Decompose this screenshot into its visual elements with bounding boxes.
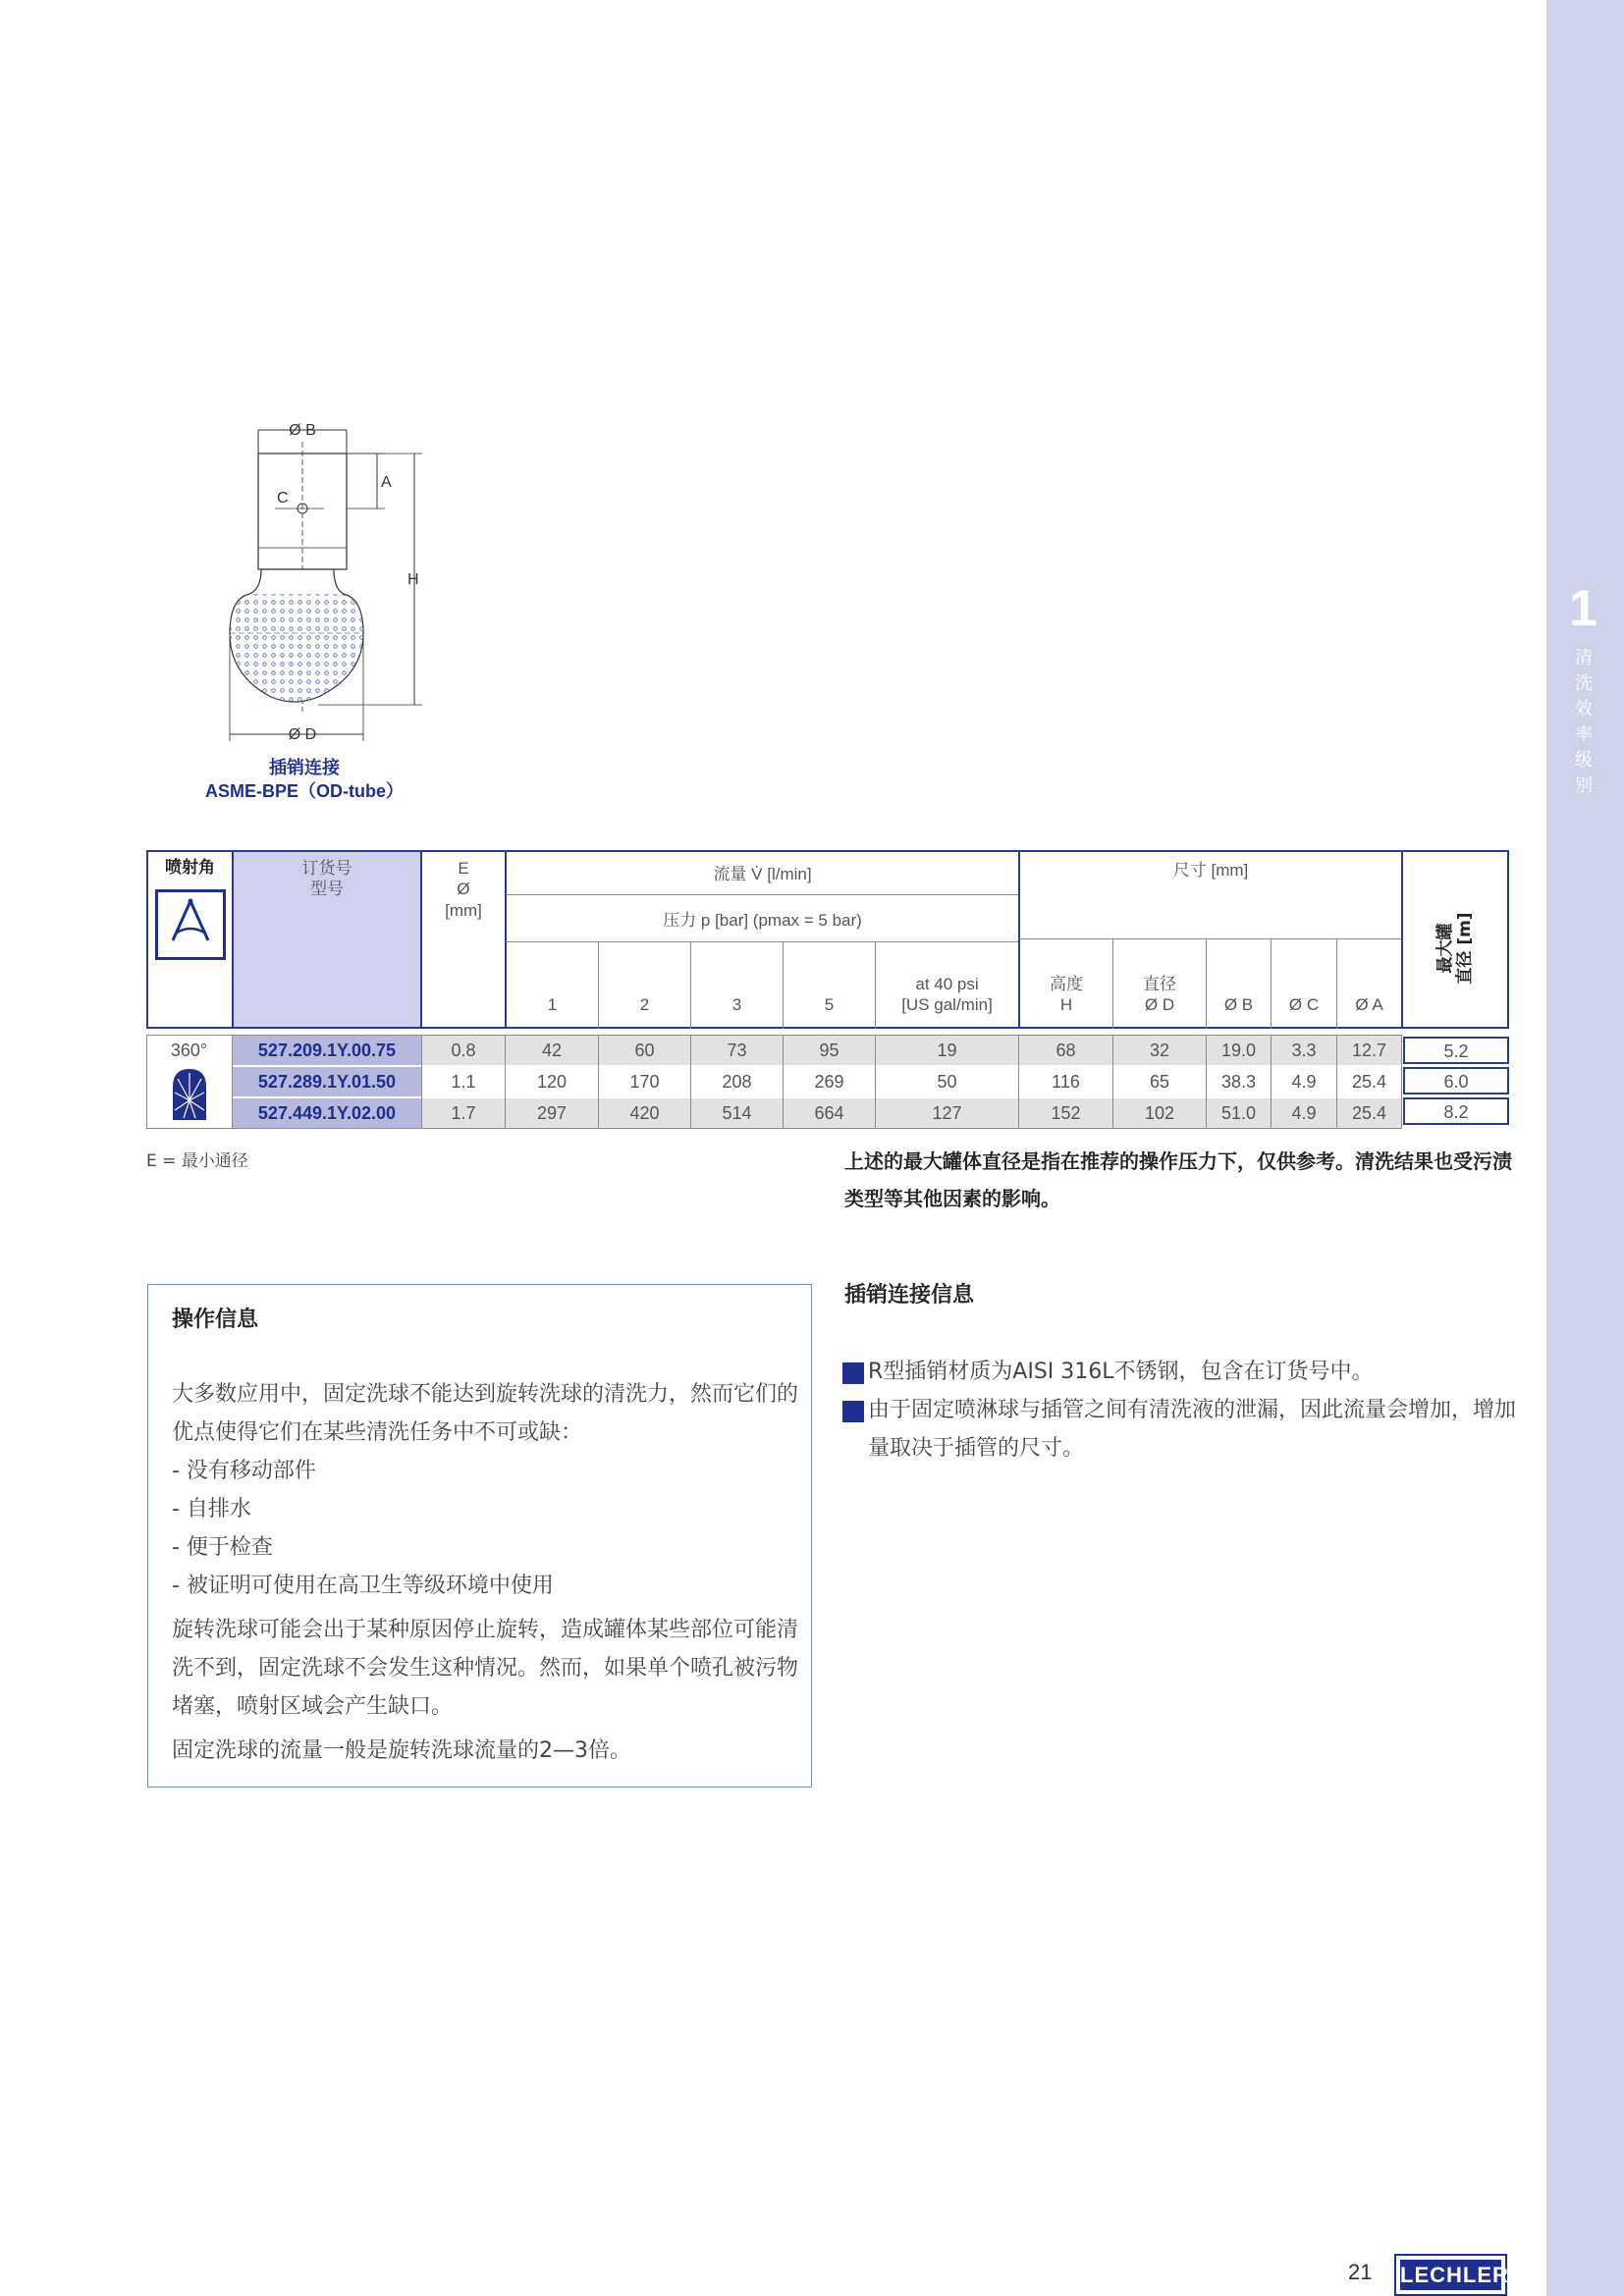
operation-info-box — [147, 1284, 812, 1788]
dim-b-cell: 38.3 — [1220, 1072, 1257, 1092]
height-cell: 152 — [1051, 1103, 1081, 1123]
flow-header: 流量 V̇ [l/min] — [713, 865, 812, 883]
spray-pattern-icon — [170, 1067, 209, 1122]
e-header-2: Ø — [457, 880, 470, 898]
spray-angle-header: 喷射角 — [165, 858, 215, 878]
list-item — [842, 1353, 1520, 1391]
flow-5bar-cell: 269 — [814, 1072, 844, 1092]
dim-b-cell: 51.0 — [1220, 1103, 1257, 1123]
flow-1bar-cell: 42 — [541, 1041, 563, 1060]
flow-psi-cell: 19 — [937, 1041, 957, 1060]
dim-a-label: A — [381, 474, 392, 491]
operation-bullet: - 便于检查 — [172, 1535, 273, 1560]
chapter-sidebar — [1546, 0, 1624, 2296]
order-number-cell: 527.449.1Y.02.00 — [233, 1098, 421, 1128]
flow-3bar-cell: 73 — [727, 1041, 747, 1060]
order-header-1: 订货号 — [301, 859, 352, 878]
page-number: 21 — [1348, 2260, 1373, 2284]
e-cell: 1.7 — [451, 1103, 476, 1123]
e-header-3: [mm] — [445, 901, 482, 920]
height-header-1: 高度 — [1050, 975, 1083, 993]
list-item — [842, 1391, 1520, 1468]
diameter-cell: 32 — [1149, 1041, 1170, 1060]
dim-d-label: Ø D — [288, 726, 317, 743]
height-header-2: H — [1059, 995, 1073, 1014]
order-header-2: 型号 — [310, 880, 344, 898]
flow-5bar-cell: 95 — [819, 1041, 839, 1060]
e-cell: 1.1 — [451, 1072, 476, 1092]
operation-bullet: - 被证明可使用在高卫生等级环境中使用 — [172, 1574, 554, 1598]
operation-intro: 大多数应用中，固定洗球不能达到旋转洗球的清洗力，然而它们的优点使得它们在某些清洗任务中不可或缺： — [172, 1382, 799, 1445]
dim-a-cell: 12.7 — [1351, 1041, 1387, 1060]
e-cell: 0.8 — [451, 1041, 476, 1060]
dim-a-cell: 25.4 — [1351, 1072, 1387, 1092]
diameter-cell: 102 — [1144, 1103, 1175, 1123]
operation-info-body — [172, 1375, 800, 1770]
tank-diameter-cell: 8.2 — [1403, 1097, 1509, 1125]
pin-info-list — [842, 1353, 1520, 1468]
dimensions-header: 尺寸 [mm] — [1172, 861, 1249, 880]
operation-bullet: - 没有移动部件 — [172, 1459, 316, 1483]
dim-c-cell: 4.9 — [1291, 1072, 1317, 1092]
diameter-header-1: 直径 — [1143, 975, 1176, 993]
flow-3bar-cell: 208 — [722, 1072, 752, 1092]
dim-b-header: Ø B — [1223, 995, 1254, 1014]
flow-1bar-cell: 120 — [536, 1072, 568, 1092]
chapter-title: 清洗效率级别 — [1575, 648, 1593, 796]
height-cell: 116 — [1052, 1072, 1080, 1092]
pin-info-title: 插销连接信息 — [844, 1283, 975, 1308]
tank-header-1: 最大罐 — [1435, 923, 1455, 974]
pressure-2-header: 2 — [639, 995, 650, 1014]
dim-c-cell: 3.3 — [1291, 1041, 1317, 1060]
flow-2bar-cell: 170 — [629, 1072, 660, 1092]
tank-header — [1403, 852, 1507, 1027]
bullet-square-icon — [842, 1362, 864, 1384]
flow-5bar-cell: 664 — [814, 1103, 844, 1123]
order-number-cell: 527.209.1Y.00.75 — [233, 1036, 421, 1065]
flow-1bar-cell: 297 — [536, 1103, 568, 1123]
diameter-cell: 65 — [1149, 1072, 1170, 1092]
tank-header-2: 直径 [m] — [1455, 912, 1475, 985]
tank-footnote: 上述的最大罐体直径是指在推荐的操作压力下，仅供参考。清洗结果也受污渍类型等其他因素的影响。 — [844, 1149, 1512, 1210]
chapter-number: 1 — [1569, 580, 1597, 637]
psi-header-2: [US gal/min] — [901, 995, 993, 1014]
pressure-3-header: 3 — [731, 995, 742, 1014]
drawing-caption-standard: ASME-BPE（OD-tube） — [205, 781, 404, 801]
spray-angle-value: 360° — [170, 1041, 208, 1060]
flow-psi-cell: 127 — [932, 1103, 962, 1123]
dim-a-cell: 25.4 — [1351, 1103, 1387, 1123]
operation-bullet: - 自排水 — [172, 1497, 251, 1522]
bullet-square-icon — [842, 1401, 864, 1422]
operation-paragraph: 固定洗球的流量一般是旋转洗球流量的2—3倍。 — [172, 1738, 631, 1763]
flow-psi-cell: 50 — [937, 1072, 957, 1092]
flow-2bar-cell: 420 — [629, 1103, 660, 1123]
dim-h-label: H — [407, 571, 419, 588]
e-header-1: E — [458, 859, 469, 878]
lechler-logo — [1394, 2254, 1507, 2296]
order-number-cell: 527.289.1Y.01.50 — [233, 1067, 421, 1096]
dim-c-label: C — [277, 490, 289, 507]
flow-2bar-cell: 60 — [634, 1041, 655, 1060]
dim-b-label: Ø B — [289, 422, 316, 439]
e-footnote: E = 最小通径 — [146, 1151, 248, 1171]
spray-angle-icon — [155, 889, 226, 960]
tank-diameter-cell: 5.2 — [1403, 1037, 1509, 1064]
dim-c-cell: 4.9 — [1291, 1103, 1317, 1123]
dim-a-header: Ø A — [1355, 995, 1383, 1014]
pin-item-text: R型插销材质为AISI 316L不锈钢，包含在订货号中。 — [868, 1360, 1374, 1384]
dim-b-cell: 19.0 — [1220, 1041, 1257, 1060]
flow-3bar-cell: 514 — [722, 1103, 752, 1123]
pressure-5-header: 5 — [824, 995, 835, 1014]
height-cell: 68 — [1056, 1041, 1076, 1060]
operation-paragraph: 旋转洗球可能会出于某种原因停止旋转，造成罐体某些部位可能清洗不到，固定洗球不会发生这种情况。然而，如果单个喷孔被污物堵塞，喷射区域会产生缺口。 — [172, 1618, 799, 1719]
pressure-1-header: 1 — [547, 995, 558, 1014]
diameter-header-2: Ø D — [1144, 995, 1175, 1014]
dim-c-header: Ø C — [1288, 995, 1320, 1014]
nozzle-drawing — [216, 412, 452, 746]
pressure-header: 压力 p [bar] (pmax = 5 bar) — [663, 911, 862, 930]
operation-info-title: 操作信息 — [172, 1308, 259, 1332]
pin-item-text: 由于固定喷淋球与插管之间有清洗液的泄漏，因此流量会增加，增加量取决于插管的尺寸。 — [868, 1398, 1517, 1461]
psi-header-1: at 40 psi — [915, 975, 979, 993]
logo-text: LECHLER — [1400, 2260, 1501, 2290]
drawing-caption-title: 插销连接 — [269, 758, 340, 778]
tank-diameter-cell: 6.0 — [1403, 1067, 1509, 1095]
